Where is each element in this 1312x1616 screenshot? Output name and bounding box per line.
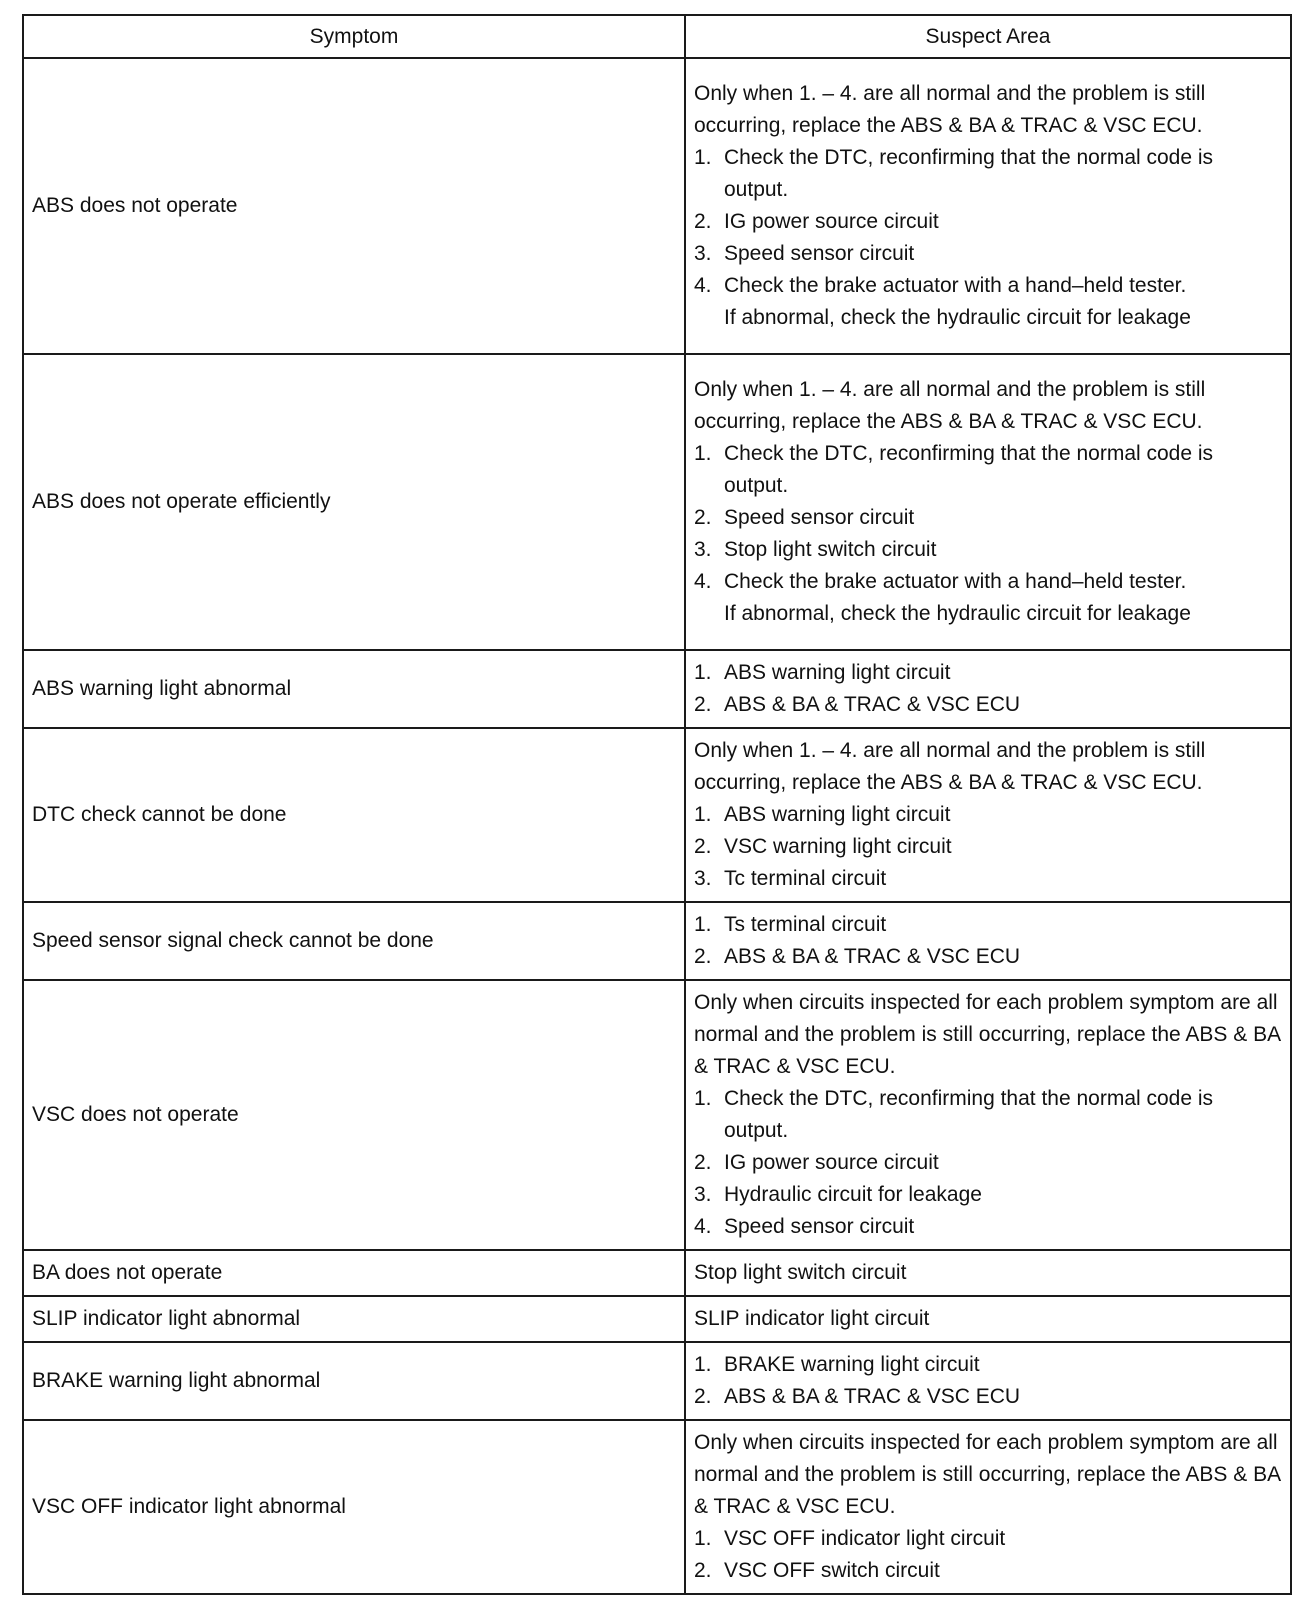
list-item-text: VSC OFF switch circuit <box>724 1559 940 1582</box>
list-item-text: ABS & BA & TRAC & VSC ECU <box>724 945 1021 968</box>
suspect-area-intro: Only when circuits inspected for each problem symptom are all normal and the problem is still occurring, replace the ABS & BA & TRAC & VSC ECU. <box>694 1431 1280 1518</box>
list-item-text: Stop light switch circuit <box>724 538 937 561</box>
list-item-subtext: If abnormal, check the hydraulic circuit for leakage <box>724 306 1191 329</box>
suspect-area-cell <box>685 1420 1291 1594</box>
suspect-area-intro: Only when 1. – 4. are all normal and the problem is still occurring, replace the ABS & BA & TRAC & VSC ECU. <box>694 378 1206 433</box>
table-row <box>23 58 1291 354</box>
suspect-area-list <box>694 657 1282 721</box>
list-item <box>694 689 1282 721</box>
symptom-cell: SLIP indicator light abnormal <box>23 1296 685 1342</box>
list-item-text: Tc terminal circuit <box>724 867 887 890</box>
list-item-number: 2. <box>694 506 712 529</box>
table-row <box>23 1342 1291 1420</box>
symptom-cell: BRAKE warning light abnormal <box>23 1342 685 1420</box>
list-item-number: 1. <box>694 1087 712 1110</box>
list-item <box>694 566 1282 630</box>
list-item-number: 3. <box>694 538 712 561</box>
suspect-area-cell <box>685 1296 1291 1342</box>
list-item <box>694 863 1282 895</box>
list-item-number: 2. <box>694 1385 712 1408</box>
list-item-text: ABS warning light circuit <box>724 661 951 684</box>
header-symptom: Symptom <box>23 15 685 58</box>
list-item-number: 2. <box>694 945 712 968</box>
list-item-number: 1. <box>694 1353 712 1376</box>
symptom-table <box>22 14 1292 1595</box>
list-item-number: 2. <box>694 693 712 716</box>
list-item-number: 3. <box>694 1183 712 1206</box>
suspect-area-intro: Stop light switch circuit <box>694 1261 907 1284</box>
suspect-area-list <box>694 438 1282 630</box>
list-item <box>694 941 1282 973</box>
list-item-text: ABS warning light circuit <box>724 803 951 826</box>
symptom-cell: VSC does not operate <box>23 980 685 1250</box>
list-item-number: 4. <box>694 570 712 593</box>
suspect-area-list <box>694 799 1282 895</box>
suspect-area-cell <box>685 1342 1291 1420</box>
suspect-area-cell <box>685 902 1291 980</box>
list-item-number: 3. <box>694 867 712 890</box>
table-row <box>23 1250 1291 1296</box>
list-item-number: 2. <box>694 1559 712 1582</box>
table-row <box>23 1420 1291 1594</box>
suspect-area-cell <box>685 980 1291 1250</box>
suspect-area-intro: Only when 1. – 4. are all normal and the problem is still occurring, replace the ABS & BA & TRAC & VSC ECU. <box>694 82 1206 137</box>
list-item <box>694 438 1282 502</box>
suspect-area-intro: Only when circuits inspected for each problem symptom are all normal and the problem is still occurring, replace the ABS & BA & TRAC & VSC ECU. <box>694 991 1280 1078</box>
list-item-text: Ts terminal circuit <box>724 913 887 936</box>
table-row <box>23 980 1291 1250</box>
suspect-area-list <box>694 1349 1282 1413</box>
symptom-cell: DTC check cannot be done <box>23 728 685 902</box>
list-item <box>694 831 1282 863</box>
list-item-text: Check the DTC, reconfirming that the normal code is output. <box>724 1087 1214 1142</box>
list-item-number: 1. <box>694 146 712 169</box>
list-item-number: 4. <box>694 1215 712 1238</box>
list-item <box>694 1349 1282 1381</box>
list-item-number: 2. <box>694 210 712 233</box>
list-item <box>694 142 1282 206</box>
list-item <box>694 1083 1282 1147</box>
suspect-area-cell <box>685 1250 1291 1296</box>
list-item-number: 1. <box>694 442 712 465</box>
list-item-text: Hydraulic circuit for leakage <box>724 1183 982 1206</box>
list-item-text: Speed sensor circuit <box>724 1215 915 1238</box>
list-item-number: 2. <box>694 1151 712 1174</box>
list-item <box>694 799 1282 831</box>
list-item-text: Check the brake actuator with a hand–held tester. <box>724 570 1187 593</box>
table-row <box>23 354 1291 650</box>
suspect-area-cell <box>685 58 1291 354</box>
suspect-area-intro: SLIP indicator light circuit <box>694 1307 930 1330</box>
list-item-text: VSC warning light circuit <box>724 835 952 858</box>
list-item <box>694 657 1282 689</box>
symptom-cell: ABS does not operate efficiently <box>23 354 685 650</box>
list-item <box>694 270 1282 334</box>
list-item-number: 2. <box>694 835 712 858</box>
table-body <box>23 58 1291 1594</box>
list-item-text: Speed sensor circuit <box>724 242 915 265</box>
suspect-area-list <box>694 909 1282 973</box>
list-item-text: ABS & BA & TRAC & VSC ECU <box>724 693 1021 716</box>
suspect-area-cell <box>685 728 1291 902</box>
list-item <box>694 206 1282 238</box>
list-item-text: Speed sensor circuit <box>724 506 915 529</box>
suspect-area-cell <box>685 650 1291 728</box>
table-row <box>23 650 1291 728</box>
suspect-area-list <box>694 1523 1282 1587</box>
list-item <box>694 1523 1282 1555</box>
table-row <box>23 902 1291 980</box>
list-item-text: VSC OFF indicator light circuit <box>724 1527 1006 1550</box>
list-item-text: BRAKE warning light circuit <box>724 1353 980 1376</box>
list-item-text: Check the brake actuator with a hand–held tester. <box>724 274 1187 297</box>
list-item <box>694 1555 1282 1587</box>
list-item-number: 1. <box>694 661 712 684</box>
list-item <box>694 238 1282 270</box>
list-item-number: 1. <box>694 913 712 936</box>
list-item <box>694 502 1282 534</box>
list-item <box>694 1211 1282 1243</box>
header-suspect-area: Suspect Area <box>685 15 1291 58</box>
list-item-number: 1. <box>694 803 712 826</box>
list-item-text: Check the DTC, reconfirming that the normal code is output. <box>724 146 1214 201</box>
symptom-cell: BA does not operate <box>23 1250 685 1296</box>
list-item-number: 4. <box>694 274 712 297</box>
header-row <box>23 15 1291 58</box>
suspect-area-intro: Only when 1. – 4. are all normal and the problem is still occurring, replace the ABS & BA & TRAC & VSC ECU. <box>694 739 1206 794</box>
list-item-text: IG power source circuit <box>724 210 939 233</box>
table-row <box>23 728 1291 902</box>
symptom-cell: VSC OFF indicator light abnormal <box>23 1420 685 1594</box>
symptom-cell: ABS does not operate <box>23 58 685 354</box>
list-item-subtext: If abnormal, check the hydraulic circuit for leakage <box>724 602 1191 625</box>
symptom-cell: Speed sensor signal check cannot be done <box>23 902 685 980</box>
list-item <box>694 1147 1282 1179</box>
list-item <box>694 1179 1282 1211</box>
suspect-area-list <box>694 142 1282 334</box>
list-item-text: IG power source circuit <box>724 1151 939 1174</box>
suspect-area-list <box>694 1083 1282 1243</box>
symptom-cell: ABS warning light abnormal <box>23 650 685 728</box>
list-item-text: Check the DTC, reconfirming that the normal code is output. <box>724 442 1214 497</box>
list-item-number: 1. <box>694 1527 712 1550</box>
suspect-area-cell <box>685 354 1291 650</box>
list-item <box>694 1381 1282 1413</box>
list-item-number: 3. <box>694 242 712 265</box>
list-item <box>694 534 1282 566</box>
list-item <box>694 909 1282 941</box>
table-row <box>23 1296 1291 1342</box>
list-item-text: ABS & BA & TRAC & VSC ECU <box>724 1385 1021 1408</box>
